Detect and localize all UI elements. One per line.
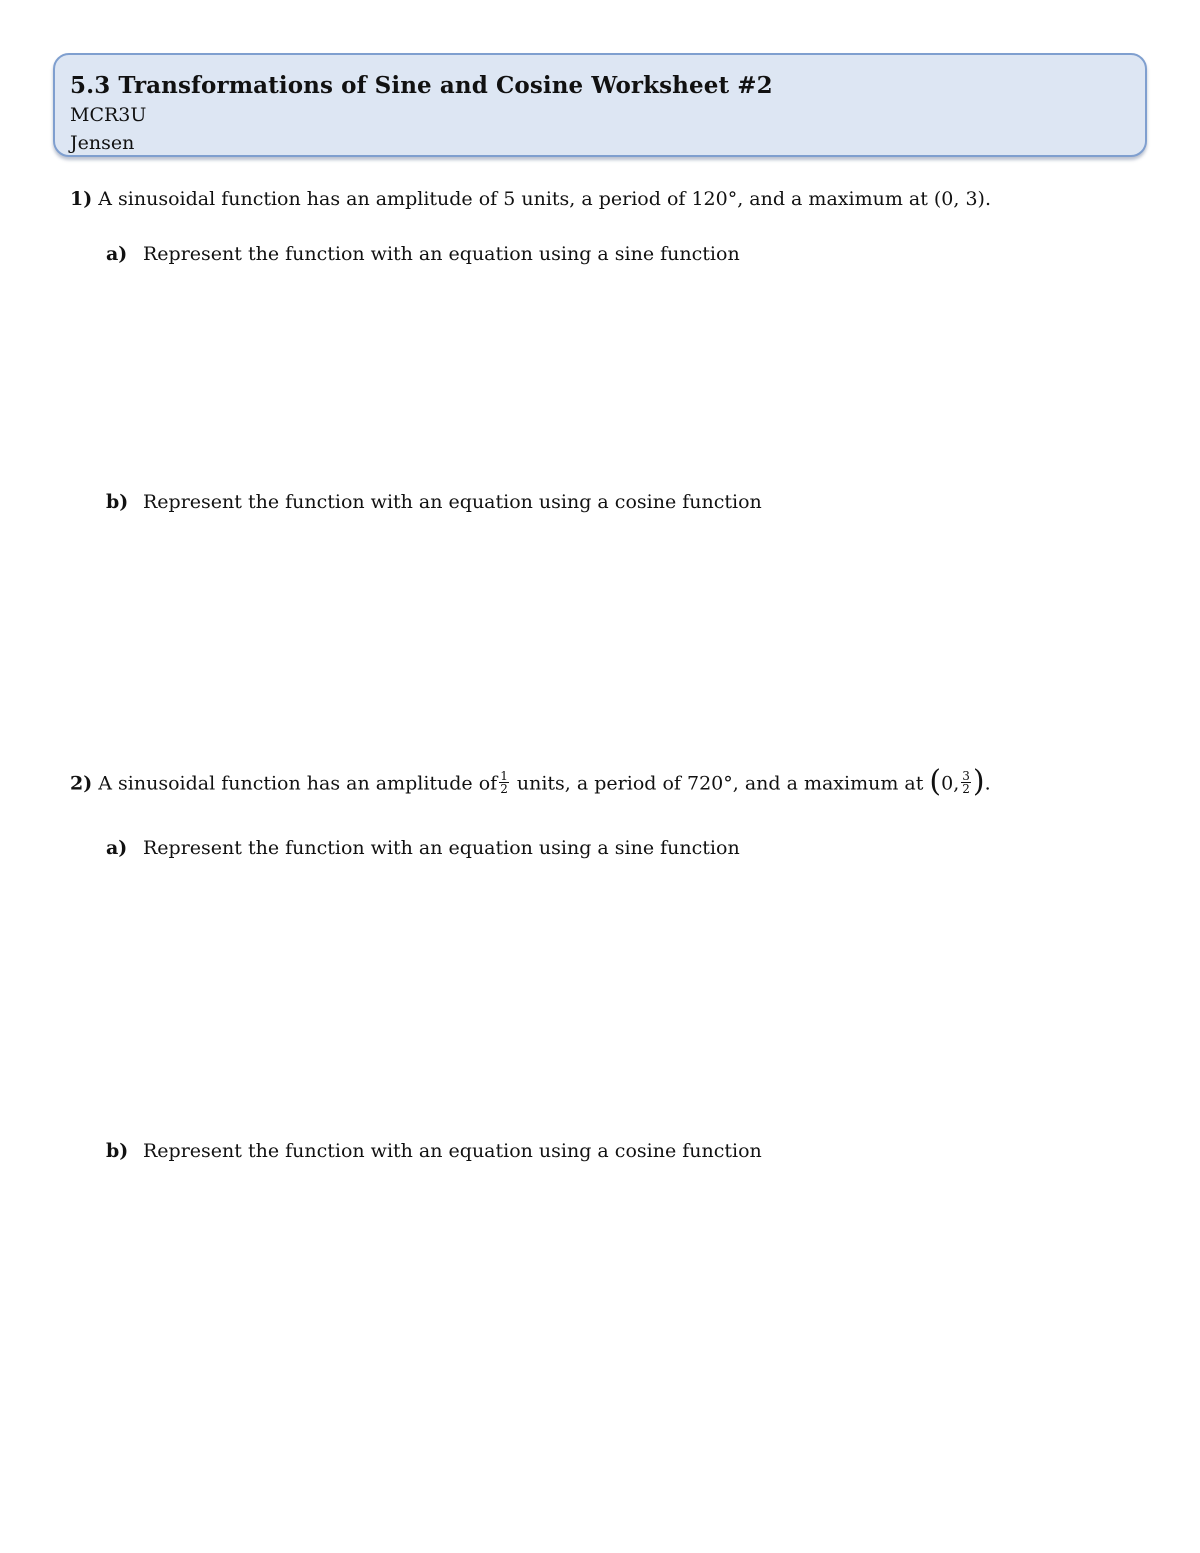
part-text: Represent the function with an equation using a sine function xyxy=(143,837,740,859)
part-text: Represent the function with an equation using a cosine function xyxy=(143,1140,762,1162)
question-2-part-b xyxy=(106,1140,762,1162)
part-text: Represent the function with an equation using a sine function xyxy=(143,243,740,265)
end-punctuation: . xyxy=(984,772,991,795)
open-paren: ( xyxy=(929,764,942,799)
question-2 xyxy=(70,764,991,799)
question-1-number: 1) xyxy=(70,188,93,210)
part-label: a) xyxy=(106,837,128,859)
question-2-text-middle: units, a period of 720°, and a maximum at xyxy=(516,772,924,795)
fraction-denominator: 2 xyxy=(500,782,508,796)
amplitude-fraction xyxy=(499,770,509,795)
close-paren: ) xyxy=(972,764,985,799)
fraction-denominator: 2 xyxy=(962,782,970,796)
fraction-numerator: 1 xyxy=(500,769,508,783)
course-code: MCR3U xyxy=(70,104,147,126)
teacher-name: Jensen xyxy=(70,132,135,154)
part-label: b) xyxy=(106,491,129,513)
fraction-numerator: 3 xyxy=(962,769,970,783)
question-1-part-b xyxy=(106,491,762,513)
part-label: b) xyxy=(106,1140,129,1162)
question-1-part-a xyxy=(106,243,740,265)
question-1 xyxy=(70,188,991,210)
part-label: a) xyxy=(106,243,128,265)
header-box xyxy=(53,53,1147,157)
question-2-part-a xyxy=(106,837,740,859)
max-x-value: 0, xyxy=(941,772,960,795)
part-text: Represent the function with an equation using a cosine function xyxy=(143,491,762,513)
worksheet-title: 5.3 Transformations of Sine and Cosine Worksheet #2 xyxy=(70,72,773,99)
question-2-text-start: A sinusoidal function has an amplitude of xyxy=(98,772,498,795)
question-2-number: 2) xyxy=(70,772,93,795)
max-y-fraction xyxy=(961,770,971,795)
question-1-text: A sinusoidal function has an amplitude of 5 units, a period of 120°, and a maximum at (0, 3). xyxy=(98,188,991,210)
